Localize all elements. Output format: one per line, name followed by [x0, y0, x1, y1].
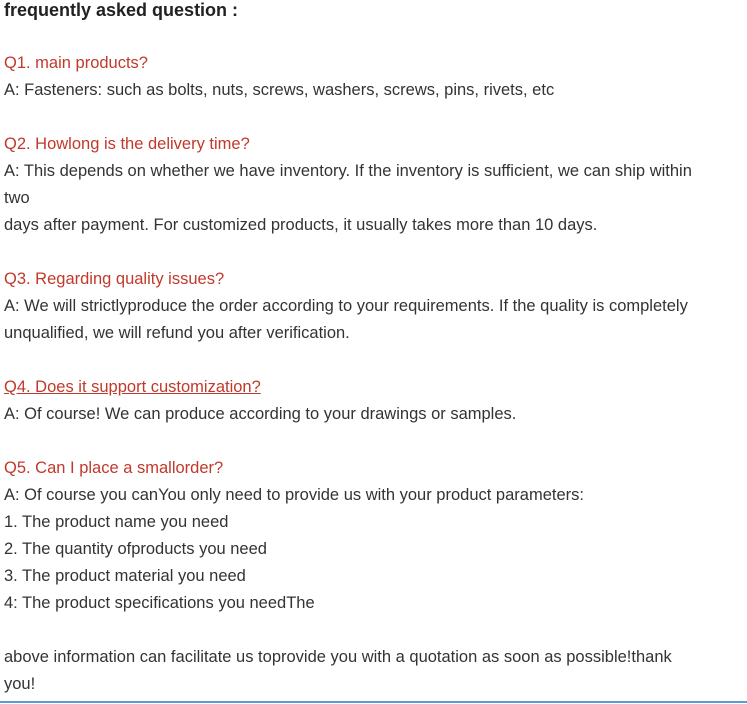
answer-5-list-item: 2. The quantity ofproducts you need: [4, 540, 267, 558]
question-4-link[interactable]: Q4. Does it support customization?: [4, 378, 261, 396]
answer-5-list-item: 3. The product material you need: [4, 567, 246, 585]
answer-5-closing-line-2: you!: [4, 675, 36, 693]
answer-2-line-3: days after payment. For customized products, it usually takes more than 10 days.: [4, 216, 598, 234]
answer-1: A: Fasteners: such as bolts, nuts, screws, washers, screws, pins, rivets, etc: [4, 81, 555, 99]
faq-heading: frequently asked question :: [4, 0, 239, 20]
question-5: Q5. Can I place a smallorder?: [4, 459, 224, 477]
answer-3-line-2: unqualified, we will refund you after verification.: [4, 324, 350, 342]
question-3: Q3. Regarding quality issues?: [4, 270, 225, 288]
bottom-divider: [0, 701, 747, 703]
answer-5-closing-line-1: above information can facilitate us toprovide you with a quotation as soon as possible!thank: [4, 648, 672, 666]
question-2: Q2. Howlong is the delivery time?: [4, 135, 250, 153]
answer-5-line-1: A: Of course you canYou only need to provide us with your product parameters:: [4, 486, 584, 504]
question-1: Q1. main products?: [4, 54, 148, 72]
answer-2-line-1: A: This depends on whether we have inventory. If the inventory is sufficient, we can ship within: [4, 162, 692, 180]
answer-3-line-1: A: We will strictlyproduce the order according to your requirements. If the quality is completely: [4, 297, 688, 315]
answer-5-list-item: 1. The product name you need: [4, 513, 229, 531]
answer-4: A: Of course! We can produce according to your drawings or samples.: [4, 405, 517, 423]
answer-2-line-2: two: [4, 189, 30, 207]
answer-5-list-item: 4: The product specifications you needThe: [4, 594, 315, 612]
